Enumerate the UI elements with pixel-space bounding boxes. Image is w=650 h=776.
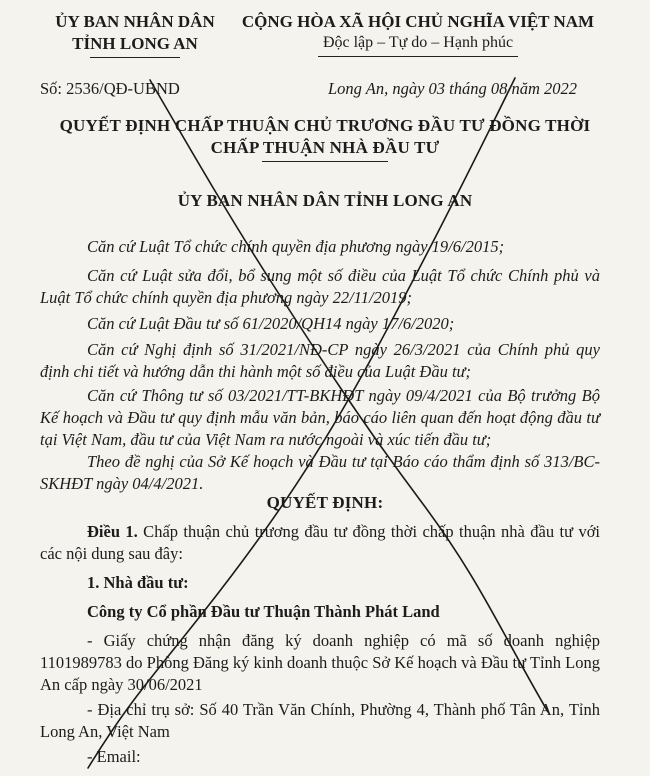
legal-basis-4: Căn cứ Nghị định số 31/2021/NĐ-CP ngày 26/3/2021 của Chính phủ quy định chi tiết và hướng dẫn thi hành một số điều của Luật Đầu tư; [40,340,600,381]
place-date: Long An, ngày 03 tháng 08 năm 2022 [328,79,578,98]
decision-title-line-2: CHẤP THUẬN NHÀ ĐẦU TƯ [210,138,440,157]
company-name: Công ty Cổ phần Đầu tư Thuận Thành Phát Land [87,602,440,621]
business-certificate: - Giấy chứng nhận đăng ký doanh nghiệp có mã số doanh nghiệp 1101989783 do Phòng Đăng ký kinh doanh thuộc Sở Kế hoạch và Đầu tư Tỉnh Long An cấp ngày 30/06/2021 [40,631,600,694]
legal-basis-3: Căn cứ Luật Đầu tư số 61/2020/QH14 ngày 17/6/2020; [87,314,455,333]
legal-basis-1: Căn cứ Luật Tổ chức chính quyền địa phương ngày 19/6/2015; [87,237,505,256]
article-1-label: Điều 1. [87,522,138,541]
document-number: Số: 2536/QĐ-UBND [40,79,180,98]
head-office-address: - Địa chỉ trụ sở: Số 40 Trần Văn Chính, Phường 4, Thành phố Tân An, Tỉnh Long An, Việt Nam [40,700,600,741]
section-1-heading: 1. Nhà đầu tư: [87,573,189,592]
article-1-text: Chấp thuận chủ trương đầu tư đồng thời chấp thuận nhà đầu tư với các nội dung sau đây: [40,522,601,563]
issuing-authority: ỦY BAN NHÂN DÂN TỈNH LONG AN [177,191,473,210]
legal-basis-5: Căn cứ Thông tư số 03/2021/TT-BKHĐT ngày 09/4/2021 của Bộ trưởng Bộ Kế hoạch và Đầu tư quy định mẫu văn bản, báo cáo liên quan đến hoạt động đầu tư tại Việt Nam, đầu tư của Việt Nam ra nước ngoài và xúc tiến đầu tư; [40,386,600,449]
issuer-line-1: ỦY BAN NHÂN DÂN [55,12,215,31]
decision-heading: QUYẾT ĐỊNH: [266,493,384,512]
email-line: - Email: [87,747,141,766]
legal-basis-6: Theo đề nghị của Sở Kế hoạch và Đầu tư tại Báo cáo thẩm định số 313/BC-SKHĐT ngày 04/4/2021. [40,452,600,493]
legal-basis-2: Căn cứ Luật sửa đổi, bổ sung một số điều của Luật Tổ chức Chính phủ và Luật Tổ chức chính quyền địa phương ngày 22/11/2019; [40,266,600,307]
national-title: CỘNG HÒA XÃ HỘI CHỦ NGHĨA VIỆT NAM [241,12,595,31]
national-motto: Độc lập – Tự do – Hạnh phúc [322,34,514,51]
decision-title-line-1: QUYẾT ĐỊNH CHẤP THUẬN CHỦ TRƯƠNG ĐẦU TƯ ĐỒNG THỜI [59,116,591,135]
issuer-line-2: TỈNH LONG AN [72,34,198,53]
